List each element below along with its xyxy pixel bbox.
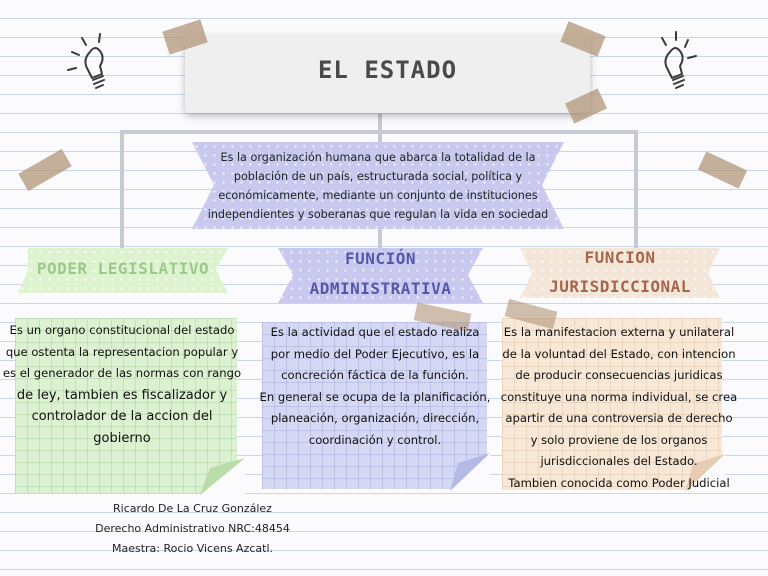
lightbulb-icon (60, 30, 130, 95)
page-title: EL ESTADO (317, 56, 458, 84)
administrativa-heading-line: FUNCIÓN (345, 249, 416, 268)
definition-text (192, 148, 564, 224)
course-name: Derecho Administrativo NRC:48454 (95, 522, 290, 535)
page-curl (450, 447, 490, 491)
legislativo-line: Es un organo constitucional del estado (9, 323, 235, 337)
jurisdiccional-line: constituye una norma individual, se crea (500, 389, 738, 404)
jurisdiccional-line: de producir consecuencias juridicas (515, 368, 723, 382)
definition-line: independientes y soberanas que regulan la vida en sociedad (207, 208, 549, 221)
connector-line (120, 130, 124, 255)
definition-line: población de un país, estructurada social, política y (233, 170, 523, 183)
jurisdiccional-heading-line: JURISDICCIONAL (549, 277, 691, 296)
tape (18, 149, 71, 191)
page-curl (200, 450, 245, 495)
definition-line: Es la organización humana que abarca la totalidad de la (220, 151, 536, 164)
legislativo-line: de ley, tambien es fiscalizador y (16, 387, 228, 403)
legislativo-heading: PODER LEGISLATIVO (36, 259, 210, 278)
author-name: Ricardo De La Cruz González (113, 502, 272, 515)
jurisdiccional-line: Tambien conocida como Poder Judicial (508, 475, 730, 490)
legislativo-text (2, 320, 242, 449)
tape (698, 151, 747, 188)
teacher-name: Maestra: Rocio Vicens Azcatl. (111, 542, 274, 555)
jurisdiccional-line: de la voluntad del Estado, con intencion (502, 346, 736, 361)
administrativa-line: concreción fáctica de la función. (281, 368, 469, 382)
jurisdiccional-line: apartir de una controversia de derecho (505, 411, 733, 425)
legislativo-line: que ostenta la representacion popular y (5, 344, 239, 359)
administrativa-line: Es la actividad que el estado realiza (270, 325, 480, 339)
jurisdiccional-line: Es la manifestacion externa y unilateral (503, 325, 735, 339)
administrativa-line: coordinación y control. (308, 432, 442, 447)
jurisdiccional-line: y solo proviene de los organos (530, 432, 708, 447)
jurisdiccional-line: jurisdiccionales del Estado. (540, 454, 698, 468)
administrativa-line: planeación, organización, dirección, (270, 411, 480, 425)
legislativo-line: controlador de la accion del gobierno (31, 409, 213, 446)
connector-line (634, 130, 638, 255)
jurisdiccional-heading (520, 243, 720, 301)
definition-line: económicamente, mediante un conjunto de instituciones (218, 189, 538, 202)
legislativo-line: es el generador de las normas con rango (2, 366, 242, 380)
administrativa-heading (278, 244, 483, 304)
jurisdiccional-text (497, 322, 741, 494)
jurisdiccional-heading-line: FUNCION (584, 248, 656, 267)
administrativa-heading-line: ADMINISTRATIVA (309, 279, 452, 298)
connector-line (378, 112, 382, 142)
administrativa-text (255, 322, 495, 451)
connector-line (120, 130, 638, 134)
administrativa-line: por medio del Poder Ejecutivo, es la (270, 346, 480, 361)
administrativa-line: En general se ocupa de la planificación, (259, 389, 491, 404)
lightbulb-icon (640, 28, 710, 98)
